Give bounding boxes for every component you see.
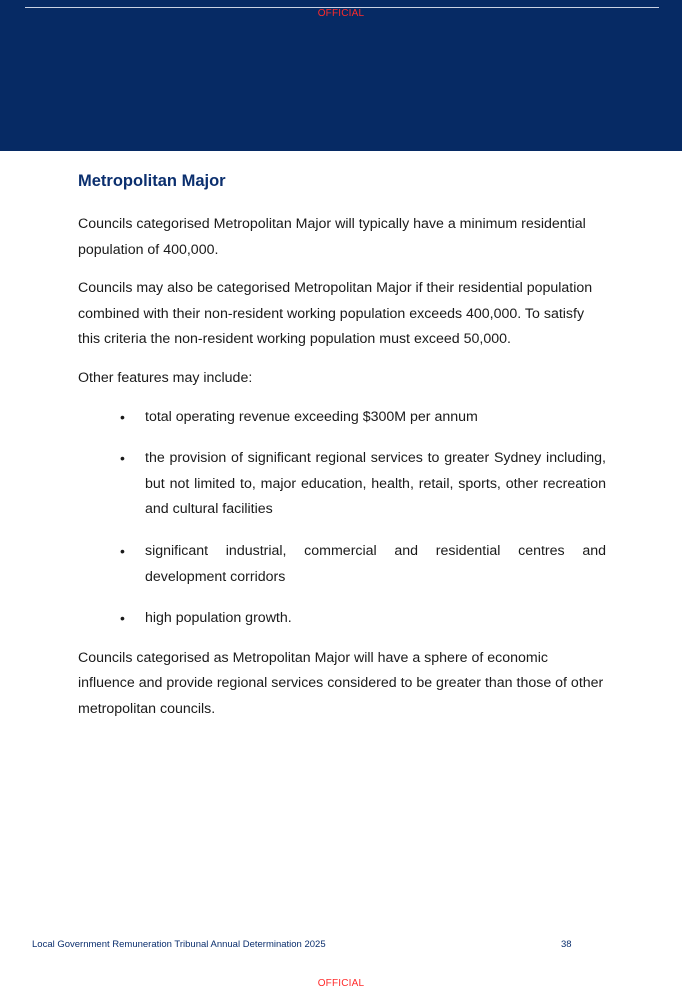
section-heading: Metropolitan Major (78, 172, 226, 190)
bullet-icon: • (120, 542, 125, 559)
list-item (78, 405, 606, 431)
paragraph-other-features: Other features may include: (78, 369, 253, 386)
list-item-text: significant industrial, commercial and residential centres and development corridors (145, 542, 606, 585)
list-item (78, 446, 606, 523)
paragraph-minimum-population: Councils categorised Metropolitan Major will typically have a minimum residential population of 400,000. (78, 216, 586, 258)
footer-page-number: 38 (561, 939, 572, 950)
list-item-text: total operating revenue exceeding $300M per annum (145, 408, 478, 425)
list-item-text: the provision of significant regional services to greater Sydney including, but not limited to, major education, health, retail, sports, other recreation and cultural facilities (145, 450, 606, 518)
list-item-text: high population growth. (145, 610, 292, 627)
classification-marking-bottom: OFFICIAL (317, 978, 365, 989)
header-band (0, 0, 682, 151)
bullet-icon: • (120, 610, 125, 627)
list-item (78, 606, 606, 632)
bullet-icon: • (120, 450, 125, 467)
footer-document-title: Local Government Remuneration Tribunal Annual Determination 2025 (32, 939, 326, 950)
features-list (78, 405, 606, 632)
paragraph-sphere-of-influence: Councils categorised as Metropolitan Major will have a sphere of economic influence and provide regional services considered to be greater than those of other metropolitan councils. (78, 649, 604, 717)
list-item (78, 539, 606, 590)
paragraph-combined-population: Councils may also be categorised Metropolitan Major if their residential population combined with their non-resident working population exceeds 400,000. To satisfy this criteria the non-resident working population must exceed 50,000. (78, 280, 593, 348)
classification-marking-top: OFFICIAL (317, 8, 365, 19)
bullet-icon: • (120, 408, 125, 425)
page-content (78, 170, 606, 736)
